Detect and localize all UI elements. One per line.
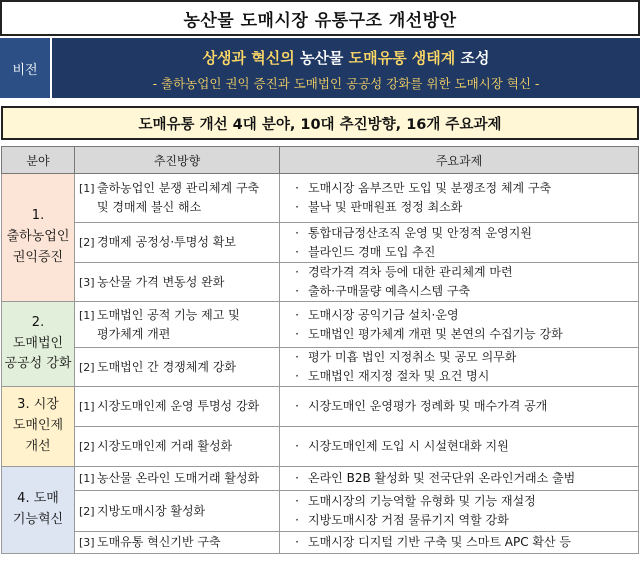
direction-cell [75,532,280,554]
table-row [2,467,639,491]
table-row [2,387,639,427]
vision-part-1: 상생과 혁신의 [202,48,295,67]
vision-statement [203,47,490,68]
bullet-icon: · [295,399,299,414]
task-item [286,179,632,198]
task-item [286,348,632,367]
direction-number: [2] [79,504,95,518]
direction-text: 도매법인 간 경쟁체계 강화 [97,359,236,374]
bullet-icon: · [295,535,299,550]
bullet-icon: · [295,326,299,341]
table-row [2,532,639,554]
direction-cell [75,348,280,387]
task-item [286,263,632,282]
tasks-cell [280,387,639,427]
area-label-line: 출하농업인 [6,229,70,245]
task-text: 평가 미흡 법인 지정취소 및 공모 의무화 [308,350,517,365]
bullet-icon: · [295,439,299,454]
task-text: 통합대금정산조직 운영 및 안정적 운영지원 [308,225,532,240]
task-text: 불낙 및 판매원표 정정 최소화 [308,200,463,214]
bullet-icon: · [295,181,299,196]
table-row [2,302,639,348]
table-row [2,491,639,532]
direction-number: [1] [79,308,95,322]
area-cell [2,302,75,387]
page-title-text: 농산물 도매시장 유통구조 개선방안 [183,10,457,31]
task-item [286,437,632,456]
summary-box [1,106,639,140]
area-label-line: 도매법인 [12,335,64,351]
vision-part-4: 조성 [455,48,490,67]
direction-cell [75,491,280,532]
task-item [286,325,632,344]
bullet-icon: · [295,265,299,280]
area-label-line: 기능혁신 [12,512,64,527]
task-item [286,243,632,262]
area-label-line: 공공성 강화 [4,356,72,372]
area-label-line: 3. 시장 [17,397,59,413]
tasks-cell [280,223,639,263]
direction-number: [3] [79,536,95,550]
direction-text: 평가체계 개편 [97,326,171,341]
direction-text: 농산물 온라인 도매거래 활성화 [97,471,260,486]
direction-number: [2] [79,360,95,374]
direction-number: [2] [79,440,95,454]
bullet-icon: · [295,284,299,298]
direction-cell [75,467,280,491]
bullet-icon: · [295,244,299,259]
direction-cell [75,223,280,263]
area-label-line: 4. 도매 [17,491,59,507]
summary-text: 도매유통 개선 4대 분야, 10대 추진방향, 16개 주요과제 [138,116,502,133]
task-item [286,367,632,386]
task-text: 블라인드 경매 도입 추진 [308,244,436,259]
direction-text: 경매제 공정성·투명성 확보 [97,235,236,250]
task-text: 도매법인 재지정 절차 및 요건 명시 [308,369,490,383]
task-item [286,198,632,217]
table-row [2,427,639,467]
task-text: 도매시장 옴부즈만 도입 및 분쟁조정 체계 구축 [308,181,552,196]
direction-number: [3] [79,275,95,289]
task-text: 시장도매인 운영평가 정례화 및 매수가격 공개 [308,399,548,414]
bullet-icon: · [295,225,299,240]
vision-label: 비전 [0,38,52,98]
direction-text: 지방도매시장 활성화 [97,503,206,518]
vision-banner [0,38,640,98]
table-row [2,348,639,387]
task-text: 출하·구매물량 예측시스템 구축 [308,284,471,298]
direction-number: [1] [79,400,95,414]
table-row [2,223,639,263]
bullet-icon: · [295,369,299,383]
bullet-icon: · [295,200,299,214]
header-area: 분야 [2,147,75,174]
tasks-cell [280,302,639,348]
tasks-cell [280,348,639,387]
direction-number: [2] [79,236,95,250]
vision-part-3: 도매유통 생태계 [348,48,456,67]
direction-text: 도매법인 공적 기능 제고 및 [97,307,240,322]
tasks-cell [280,467,639,491]
area-cell [2,387,75,467]
direction-number: [1] [79,182,95,196]
task-item [286,492,632,511]
vision-subtitle: - 출하농업인 권익 증진과 도매법인 공공성 강화를 위한 도매시장 혁신 - [152,75,540,91]
tasks-cell [280,427,639,467]
vision-part-2: 농산물 [294,48,349,67]
table-row [2,174,639,223]
tasks-cell [280,263,639,302]
bullet-icon: · [295,350,299,365]
direction-cell [75,174,280,223]
task-item [286,533,632,552]
tasks-cell [280,491,639,532]
tasks-cell [280,174,639,223]
area-cell [2,467,75,554]
bullet-icon: · [295,471,299,486]
area-label-line: 1. [31,208,45,224]
direction-cell [75,302,280,348]
direction-cell [75,427,280,467]
tasks-cell [280,532,639,554]
area-label-line: 2. [31,314,45,330]
header-direction: 추진방향 [75,147,280,174]
task-text: 지방도매시장 거점 물류기지 역할 강화 [308,513,509,527]
area-label-line: 개선 [25,438,51,454]
bullet-icon: · [295,494,299,509]
direction-text: 도매유통 혁신기반 구축 [97,535,221,550]
direction-cell [75,387,280,427]
bullet-icon: · [295,513,299,527]
task-item [286,469,632,488]
page-title [0,0,640,36]
direction-text: 농산물 가격 변동성 완화 [97,274,225,289]
task-text: 도매법인 평가체계 개편 및 본연의 수집기능 강화 [308,326,563,341]
direction-text: 시장도매인제 운영 투명성 강화 [97,399,260,414]
task-text: 경락가격 격차 등에 대한 관리체계 마련 [308,265,513,280]
table-row [2,263,639,302]
task-item [286,282,632,301]
task-item [286,224,632,243]
vision-body [52,38,640,98]
plan-table [1,146,639,554]
task-item [286,511,632,530]
bullet-icon: · [295,307,299,322]
task-text: 온라인 B2B 활성화 및 전국단위 온라인거래소 출범 [308,471,576,486]
task-text: 시장도매인제 도입 시 시설현대화 지원 [308,439,509,454]
task-text: 도매시장의 기능역할 유형화 및 기능 재설정 [308,494,536,509]
direction-text: 및 경매제 불신 해소 [97,200,202,214]
task-text: 도매시장 디지털 기반 구축 및 스마트 APC 확산 등 [308,535,571,550]
direction-cell [75,263,280,302]
task-item [286,397,632,416]
area-label-line: 도매인제 [12,418,64,434]
task-item [286,306,632,325]
area-label-line: 권익증진 [12,249,64,265]
task-text: 도매시장 공익기금 설치·운영 [308,307,459,322]
direction-number: [1] [79,472,95,486]
header-tasks: 주요과제 [280,147,639,174]
direction-text: 출하농업인 분쟁 관리체계 구축 [97,181,260,196]
direction-text: 시장도매인제 거래 활성화 [97,439,233,454]
area-cell [2,174,75,302]
